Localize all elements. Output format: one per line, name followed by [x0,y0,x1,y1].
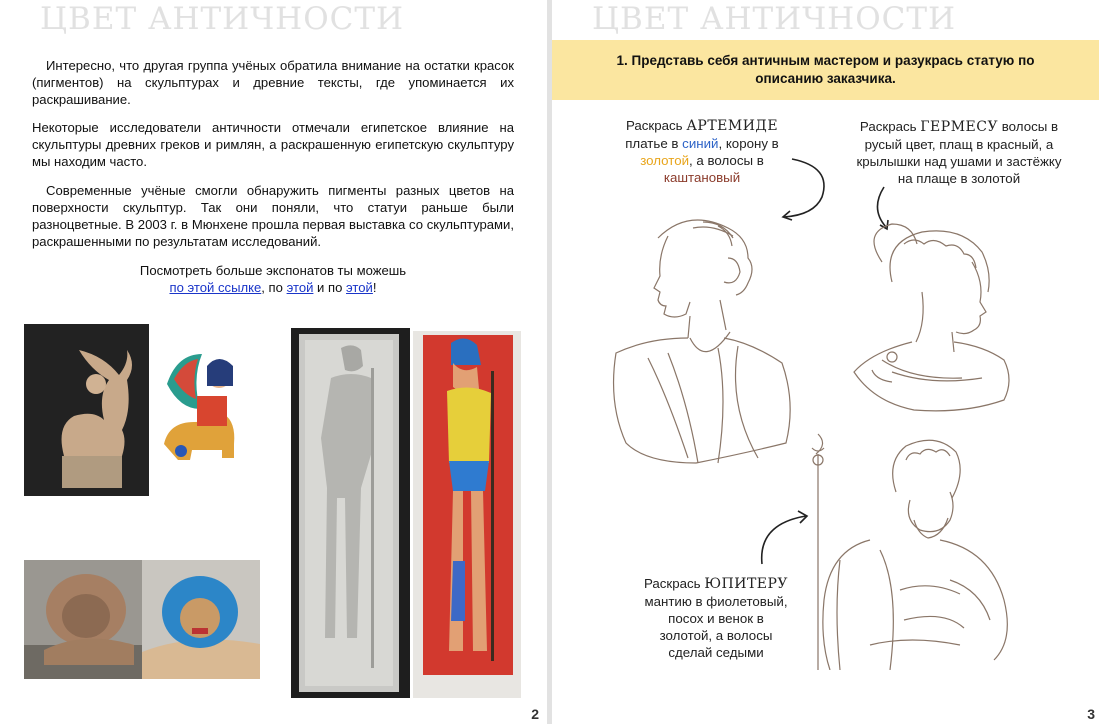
artemis-caption: Раскрась АРТЕМИДЕ платье в синий, корону в золотой, а волосы в каштановый [625,118,779,185]
page-title: ЦВЕТ АНТИЧНОСТИ [40,1,405,37]
paragraph-egypt: Некоторые исследователи античности отмечали египетское влияние на скульптуры древних греков и римлян, а раскрашенную египетскую скульптуру мы находим часто. [32,120,514,169]
lion-painted-photo [142,560,260,679]
page-title: ЦВЕТ АНТИЧНОСТИ [592,1,957,37]
lion-stone-photo [24,560,142,679]
sphinx-painted-photo [149,324,255,496]
jupiter-sketch [810,430,1020,670]
paragraph-pigments: Интересно, что другая группа учёных обратила внимание на остатки красок (пигментов) на скульптурах и древние тексты, где упоминается их раскрашивание. [32,58,514,107]
link-this-2[interactable]: этой [286,280,314,295]
curved-arrow-icon [754,508,814,568]
paragraph-modern: Современные учёные смогли обнаружить пигменты разных цветов на поверхности скульптур. Так они поняли, что статуи раньше были разноцветные. В 2003 г. в Мюнхене прошла первая выставка со скульптурами, раскрашенными по результатам исследований. [32,183,514,249]
stele-marble-photo [291,328,410,698]
page-3 [552,0,1099,724]
page-2 [0,0,547,724]
artemis-sketch [608,208,798,468]
page-number: 2 [531,706,539,722]
sphinx-stone-photo [24,324,149,496]
hermes-caption: Раскрась ГЕРМЕСУ волосы в русый цвет, плащ в красный, а крылышки над ушами и застёжку на плаще в золотой [856,119,1062,186]
page-number: 3 [1087,706,1095,722]
see-more-text: Посмотреть больше экспонатов ты можешь по этой ссылке, по этой и по этой! [139,263,407,295]
jupiter-caption: Раскрась ЮПИТЕРУ мантию в фиолетовый, посох и венок в золотой, а волосы сделай седыми [643,576,789,660]
hermes-sketch [852,222,1017,412]
link-this-link[interactable]: по этой ссылке [169,280,262,295]
task-text: 1. Представь себя античным мастером и разукрась статую по описанию заказчика. [616,53,1035,86]
stele-painted-photo [413,331,521,698]
link-this-3[interactable]: этой [346,280,373,295]
task-banner [552,40,1099,100]
